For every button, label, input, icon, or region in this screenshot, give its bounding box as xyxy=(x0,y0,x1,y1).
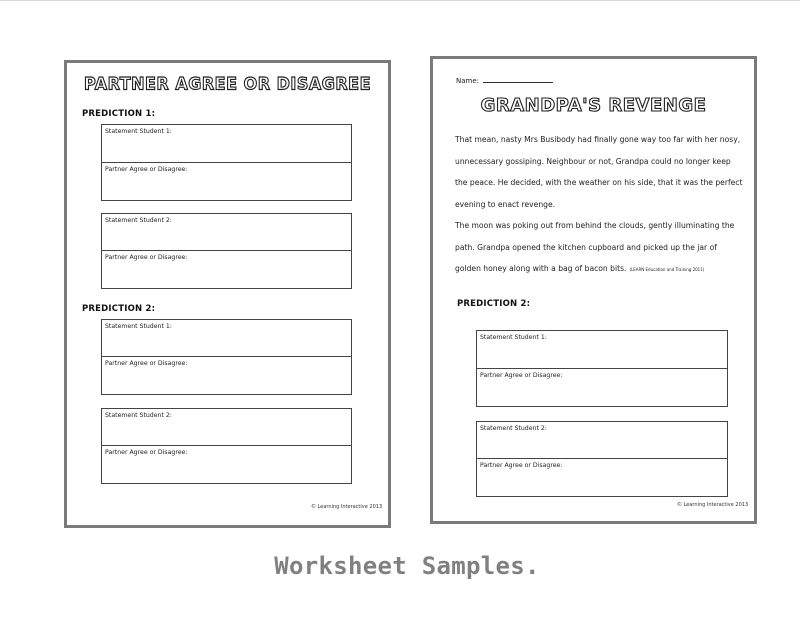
story-citation: (LEARN Education and Training 2011) xyxy=(629,267,705,272)
partner-label: Partner Agree or Disagree: xyxy=(105,165,188,173)
partner-cell[interactable] xyxy=(102,163,351,201)
name-field[interactable] xyxy=(456,77,553,85)
response-box-1 xyxy=(476,330,728,407)
statement-label: Statement Student 2: xyxy=(105,217,172,224)
response-box-2 xyxy=(101,213,352,289)
caption: Worksheet Samples. xyxy=(274,552,540,580)
story-text xyxy=(455,129,745,281)
response-box-4 xyxy=(101,408,352,484)
story-paragraph-2: The moon was poking out from behind the clouds, gently illuminating the path. Grandpa opened the kitchen cupboard and picked up the jar of golden honey along with a bag of bacon bits. xyxy=(455,221,735,273)
worksheet-title: PARTNER AGREE OR DISAGREE xyxy=(83,73,372,94)
copyright-note: © Learning Interactive 2013 xyxy=(311,504,383,510)
partner-label: Partner Agree or Disagree: xyxy=(480,462,563,469)
prediction-1-heading: PREDICTION 1: xyxy=(82,109,156,119)
partner-label: Partner Agree or Disagree: xyxy=(105,449,188,456)
statement-label: Statement Student 1: xyxy=(480,334,547,341)
story-paragraph-1: That mean, nasty Mrs Busibody had finally gone way too far with her nosy, unnecessary gossiping. Neighbour or not, Grandpa could no longer keep the peace. He decided, with the weather on his side, that it was the perfect evening to enact revenge. xyxy=(455,135,743,209)
partner-cell[interactable] xyxy=(477,369,727,407)
copyright-note: © Learning Interactive 2013 xyxy=(677,502,749,508)
statement-label: Statement Student 2: xyxy=(105,412,172,419)
statement-cell[interactable] xyxy=(102,214,351,251)
prediction-2-heading: PREDICTION 2: xyxy=(457,299,531,309)
name-line xyxy=(483,81,553,83)
worksheet-partner-agree xyxy=(64,60,391,528)
statement-cell[interactable] xyxy=(102,409,351,446)
statement-label: Statement Student 1: xyxy=(105,323,172,330)
response-box-2 xyxy=(476,421,728,497)
prediction-2-heading: PREDICTION 2: xyxy=(82,304,156,314)
statement-cell[interactable] xyxy=(477,331,727,369)
statement-cell[interactable] xyxy=(477,422,727,459)
partner-cell[interactable] xyxy=(102,251,351,288)
partner-label: Partner Agree or Disagree: xyxy=(105,360,188,367)
statement-cell[interactable] xyxy=(102,320,351,357)
name-label: Name: xyxy=(456,77,480,85)
statement-cell[interactable] xyxy=(102,125,351,163)
partner-cell[interactable] xyxy=(102,357,351,394)
response-box-1 xyxy=(101,124,352,201)
partner-label: Partner Agree or Disagree: xyxy=(105,254,188,261)
partner-cell[interactable] xyxy=(102,446,351,483)
worksheet-title: GRANDPA'S REVENGE xyxy=(480,95,707,116)
partner-label: Partner Agree or Disagree: xyxy=(480,371,563,379)
statement-label: Statement Student 1: xyxy=(105,128,172,135)
worksheet-grandpas-revenge xyxy=(430,56,757,524)
statement-label: Statement Student 2: xyxy=(480,425,547,432)
response-box-3 xyxy=(101,319,352,395)
partner-cell[interactable] xyxy=(477,459,727,496)
